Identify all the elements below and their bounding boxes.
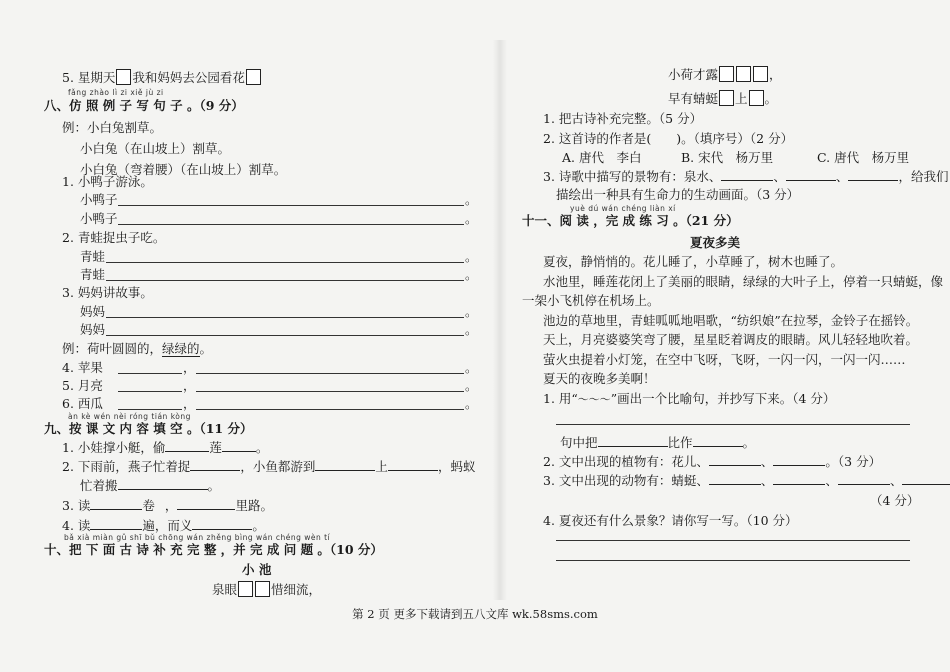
s9-q4: 4. 读 遍，而义 。 — [62, 518, 265, 533]
answer-line[interactable] — [693, 434, 743, 447]
poem-line-1: 泉眼 惜细流， — [212, 582, 322, 597]
s11-q2: 2. 文中出现的植物有：花儿、 、 。（3 分） — [543, 454, 882, 469]
passage-p2b: 一架小飞机停在机场上。 — [522, 293, 660, 308]
answer-line[interactable] — [598, 434, 668, 447]
answer-box[interactable] — [246, 69, 261, 85]
s8-example-label: 例：小白兔割草。 — [62, 120, 163, 135]
r-q3-line2: 描绘出一种具有生命力的生动画面。（3 分） — [556, 187, 800, 202]
answer-line[interactable] — [90, 497, 142, 510]
answer-line[interactable] — [709, 472, 761, 485]
page-fold-shadow — [493, 40, 507, 600]
s8-q4: 4. 苹果 — [62, 360, 103, 375]
s9-pinyin: àn kè wén nèi róng tián kòng — [68, 412, 191, 421]
s8-example-2: 小白兔（弯着腰）（在山坡上）割草。 — [80, 162, 287, 177]
answer-line[interactable] — [106, 280, 464, 281]
s11-pinyin: yuè dú wán chéng liàn xí — [570, 204, 676, 213]
answer-box[interactable] — [753, 66, 768, 82]
s8-q3: 3. 妈妈讲故事。 — [62, 285, 153, 300]
s11-q3: 3. 文中出现的动物有：蜻蜓、 、 、 、 — [543, 472, 950, 489]
s10-pinyin: bǎ xià miàn gǔ shī bǔ chōng wán zhěng bìng wán chéng wèn tí — [64, 533, 331, 542]
comma: ， — [183, 360, 196, 375]
passage-p3: 池边的草地里，青蛙呱呱地唱歌，“纺织娘”在拉琴，金铃子在摇铃。 — [543, 313, 919, 328]
s8-q1-b: 小鸭子 — [80, 211, 118, 226]
answer-line[interactable] — [556, 424, 910, 425]
poem-line-4: 早有蜻蜓 上 。 — [668, 91, 778, 106]
l-q5: 5. 星期天 我和妈妈去公园看花 — [62, 69, 262, 86]
passage-p4: 天上，月亮婆婆笑弯了腰，星星眨着调皮的眼睛。风儿轻轻地吹着。 — [543, 332, 919, 347]
option-c[interactable]: C. 唐代 杨万里 — [817, 150, 910, 165]
poem-line-3: 小荷才露 ， — [668, 67, 782, 82]
answer-line[interactable] — [848, 168, 898, 181]
answer-line[interactable] — [118, 224, 464, 225]
answer-line[interactable] — [177, 497, 235, 510]
option-a[interactable]: A. 唐代 李白 — [562, 150, 642, 165]
s9-q1: 1. 小娃撑小艇，偷 莲 。 — [62, 440, 269, 455]
period: 。 — [465, 192, 478, 207]
r-q2: 2. 这首诗的作者是( )。（填序号）（2 分） — [543, 131, 794, 146]
answer-line[interactable] — [106, 335, 464, 336]
answer-line[interactable] — [902, 472, 950, 485]
s9-title: 九、按 课 文 内 容 填 空 。（11 分） — [44, 421, 253, 436]
answer-line[interactable] — [118, 477, 208, 490]
answer-line[interactable] — [721, 168, 773, 181]
s11-q4: 4. 夏夜还有什么景象？请你写一写。（10 分） — [543, 513, 798, 528]
answer-line[interactable] — [196, 409, 464, 410]
answer-box[interactable] — [719, 90, 734, 106]
poem-title: 小 池 — [242, 562, 272, 577]
period: 。 — [465, 396, 478, 411]
answer-line[interactable] — [118, 391, 182, 392]
answer-line[interactable] — [556, 540, 910, 541]
s8-pinyin: fǎng zhào lì zi xiě jù zi — [68, 88, 164, 97]
passage-p5: 萤火虫提着小灯笼，在空中飞呀，飞呀，一闪一闪，一闪一闪…… — [543, 352, 906, 367]
period: 。 — [465, 249, 478, 264]
comma: ， — [183, 378, 196, 393]
answer-line[interactable] — [106, 262, 464, 263]
answer-line[interactable] — [315, 458, 375, 471]
answer-line[interactable] — [786, 168, 836, 181]
answer-line[interactable] — [106, 317, 464, 318]
passage-p2a: 水池里，睡莲花闭上了美丽的眼睛，绿绿的大叶子上，停着一只蜻蜓，像 — [543, 274, 944, 289]
answer-box[interactable] — [116, 69, 131, 85]
answer-line[interactable] — [90, 517, 142, 530]
passage-p1: 夏夜，静悄悄的。花儿睡了，小草睡了，树木也睡了。 — [543, 254, 844, 269]
period: 。 — [465, 267, 478, 282]
answer-line[interactable] — [118, 373, 182, 374]
r-q3: 3. 诗歌中描写的景物有：泉水、 、 、 ，给我们 — [543, 169, 949, 184]
s8-title: 八、仿 照 例 子 写 句 子 。（9 分） — [44, 98, 244, 113]
answer-line[interactable] — [838, 472, 890, 485]
s9-q3: 3. 读 卷 ， 里路。 — [62, 498, 273, 513]
passage-p6: 夏天的夜晚多美啊！ — [543, 371, 656, 386]
period: 。 — [465, 304, 478, 319]
s9-q2: 2. 下雨前，燕子忙着捉 ，小鱼都游到 上 ，蚂蚁 — [62, 459, 476, 474]
answer-line[interactable] — [196, 373, 464, 374]
answer-line[interactable] — [190, 458, 240, 471]
answer-box[interactable] — [749, 90, 764, 106]
s9-q2-line2: 忙着搬 。 — [80, 478, 221, 493]
s8-q5: 5. 月亮 — [62, 378, 103, 393]
page-footer: 第 2 页 更多下载请到五八文库 wk.58sms.com — [352, 607, 598, 621]
s10-title: 十、把 下 面 古 诗 补 充 完 整 ，并 完 成 问 题 。（10 分） — [44, 542, 383, 557]
s11-title: 十一、阅 读 ，完 成 练 习 。（21 分） — [522, 213, 739, 228]
comma: ， — [183, 396, 196, 411]
answer-box[interactable] — [238, 581, 253, 597]
answer-box[interactable] — [719, 66, 734, 82]
s8-q1-a: 小鸭子 — [80, 192, 118, 207]
s11-q1: 1. 用“～～～”画出一个比喻句，并抄写下来。（4 分） — [543, 391, 836, 406]
s8-q3-b: 妈妈 — [80, 322, 106, 337]
answer-line[interactable] — [165, 439, 209, 452]
answer-line[interactable] — [709, 453, 761, 466]
s8-q1: 1. 小鸭子游泳。 — [62, 174, 153, 189]
s8-q2: 2. 青蛙捉虫子吃。 — [62, 230, 166, 245]
s8-q6: 6. 西瓜 — [62, 396, 103, 411]
period: 。 — [465, 211, 478, 226]
answer-line[interactable] — [192, 517, 252, 530]
s11-q1-answer: 句中把 比作 。 — [560, 435, 756, 450]
period: 。 — [465, 322, 478, 337]
answer-line[interactable] — [222, 439, 256, 452]
answer-line[interactable] — [118, 205, 464, 206]
answer-line[interactable] — [388, 458, 438, 471]
s8-q2-a: 青蛙 — [80, 249, 106, 264]
period: 。 — [465, 360, 478, 375]
s8-q2-b: 青蛙 — [80, 267, 106, 282]
s8-example2: 例：荷叶圆圆的，绿绿的。 — [62, 341, 213, 356]
s11-q3-score: （4 分） — [870, 493, 920, 508]
s8-q3-a: 妈妈 — [80, 304, 106, 319]
r-q1: 1. 把古诗补充完整。（5 分） — [543, 111, 703, 126]
answer-line[interactable] — [196, 391, 464, 392]
period: 。 — [465, 378, 478, 393]
s8-example-1: 小白兔（在山坡上）割草。 — [80, 141, 231, 156]
answer-line[interactable] — [773, 453, 825, 466]
answer-line[interactable] — [118, 409, 182, 410]
answer-box[interactable] — [736, 66, 751, 82]
answer-box[interactable] — [255, 581, 270, 597]
answer-line[interactable] — [773, 472, 825, 485]
answer-line[interactable] — [556, 560, 910, 561]
passage-title: 夏夜多美 — [690, 235, 741, 250]
option-b[interactable]: B. 宋代 杨万里 — [681, 150, 774, 165]
